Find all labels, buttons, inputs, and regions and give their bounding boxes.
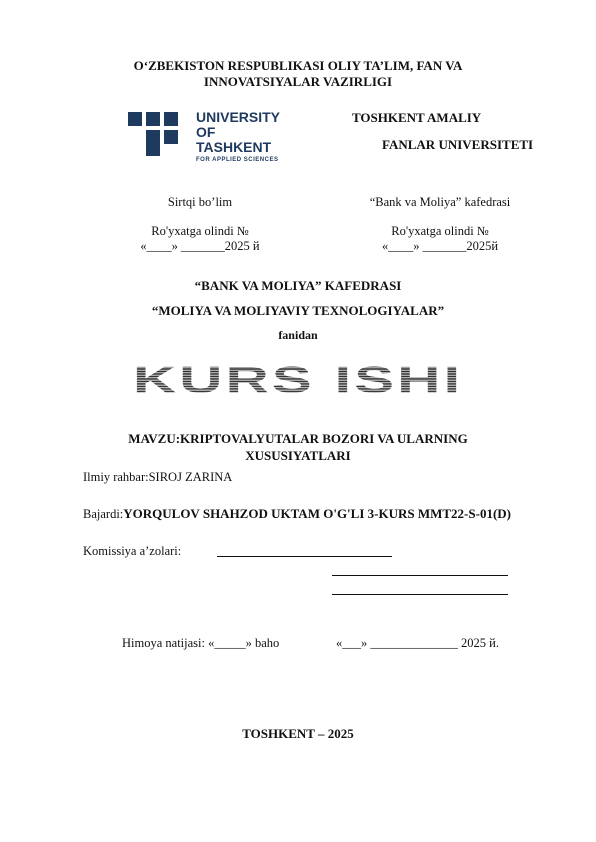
- defense-result-date: «___» ______________ 2025 й.: [336, 636, 499, 650]
- commission-line-3: [332, 594, 508, 595]
- university-name-line-1: TOSHKENT AMALIY: [352, 110, 482, 125]
- topic: [0, 430, 596, 464]
- university-name-line-2: FANLAR UNIVERSITETI: [382, 137, 534, 152]
- subject-title: “MOLIYA VA MOLIYAVIY TEXNOLOGIYALAR”: [151, 303, 445, 318]
- kafedra-title: “BANK VA MOLIYA” KAFEDRASI: [194, 278, 402, 293]
- supervisor-row: [83, 470, 232, 485]
- left-registration-block: [110, 195, 290, 254]
- logo-text-applied: FOR APPLIED SCIENCES: [196, 157, 279, 163]
- commission-line-1: [217, 556, 392, 557]
- defense-result-grade: Himoya natijasi: «_____» baho: [122, 636, 280, 650]
- kurs-ishi-text: KURS ISHI: [132, 358, 464, 401]
- ministry-header: [0, 58, 596, 90]
- topic-line-2: XUSUSIYATLARI: [245, 448, 351, 463]
- supervisor-label: Ilmiy rahbar:: [83, 470, 149, 484]
- ministry-line-1: O‘ZBEKISTON RESPUBLIKASI OLIY TA’LIM, FAN VA: [133, 58, 463, 73]
- commission-line-2: [332, 575, 508, 576]
- left-received: Ro'yxatga olindi №: [151, 224, 249, 238]
- right-registration-block: [340, 195, 540, 254]
- commission-label: Komissiya a’zolari:: [83, 544, 182, 558]
- author-value: YORQULOV SHAHZOD UKTAM O'G'LI 3-KURS MMT22-S-01(D): [123, 506, 511, 521]
- footer-city-year: TOSHKENT – 2025: [242, 726, 354, 741]
- right-date: «____» _______2025й: [381, 239, 499, 253]
- logo-text-university: UNIVERSITY: [196, 109, 281, 125]
- kurs-ishi-title: [0, 345, 596, 415]
- ministry-line-2: INNOVATSIYALAR VAZIRLIGI: [203, 74, 393, 89]
- author-row: [83, 506, 511, 522]
- university-logo: [128, 109, 288, 163]
- right-dept: “Bank va Moliya” kafedrasi: [369, 195, 511, 209]
- logo-text-tashkent: OF TASHKENT: [196, 124, 272, 155]
- topic-line-1: MAVZU:KRIPTOVALYUTALAR BOZORI VA ULARNING: [128, 431, 468, 446]
- fanidan-label: fanidan: [278, 328, 318, 342]
- logo-mark-icon: [128, 110, 190, 158]
- left-date: «____» _______2025 й: [140, 239, 260, 253]
- right-received: Ro'yxatga olindi №: [391, 224, 489, 238]
- author-label: Bajardi:: [83, 507, 124, 521]
- supervisor-value: SIROJ ZARINA: [148, 470, 233, 484]
- left-dept: Sirtqi bo’lim: [167, 195, 233, 209]
